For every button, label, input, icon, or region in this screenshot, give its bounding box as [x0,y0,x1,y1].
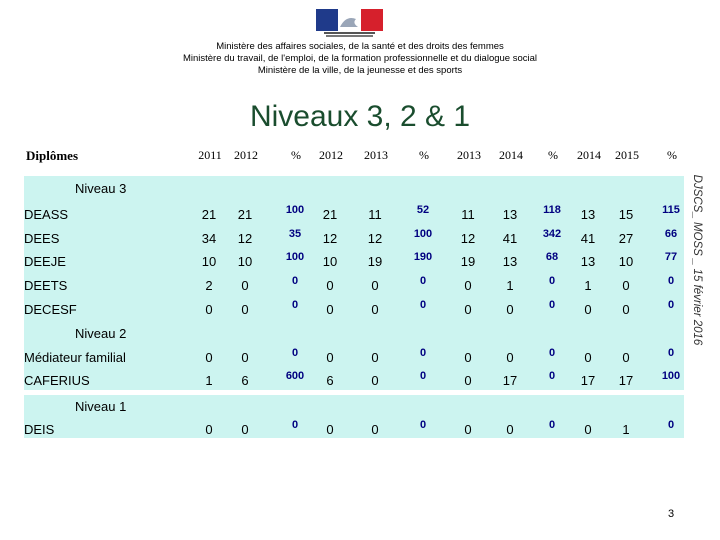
percent-cell: 0 [291,275,299,287]
row-label: Médiateur familial [24,350,126,365]
percent-cell: 0 [419,299,427,311]
column-header: % [419,148,429,162]
column-header: 2013 [457,148,481,162]
value-cell: 10 [618,254,634,269]
row-label: DEEJE [24,254,66,269]
value-cell: 0 [205,422,213,437]
value-cell: 0 [241,350,249,365]
value-cell: 17 [618,373,634,388]
value-cell: 10 [201,254,217,269]
percent-cell: 100 [413,228,433,240]
column-header: 2014 [499,148,523,162]
section-label: Niveau 3 [75,181,127,196]
value-cell: 15 [618,207,634,222]
value-cell: 0 [326,350,334,365]
percent-cell: 100 [285,251,305,263]
value-cell: 0 [622,302,630,317]
row-label: DEASS [24,207,69,222]
value-cell: 34 [201,231,217,246]
percent-cell: 0 [291,419,299,431]
value-cell: 21 [322,207,338,222]
value-cell: 17 [580,373,596,388]
value-cell: 1 [584,278,592,293]
row-label: DEES [24,231,60,246]
column-header: 2013 [364,148,388,162]
value-cell: 0 [622,278,630,293]
table-band [24,176,684,323]
section-label: Niveau 1 [75,399,127,414]
value-cell: 17 [502,373,518,388]
value-cell: 0 [464,350,472,365]
percent-cell: 0 [667,275,675,287]
percent-cell: 100 [285,204,305,216]
percent-cell: 0 [667,299,675,311]
column-header: % [291,148,301,162]
section-label: Niveau 2 [75,326,127,341]
percent-cell: 0 [419,347,427,359]
percent-cell: 0 [667,419,675,431]
percent-cell: 0 [667,347,675,359]
value-cell: 41 [580,231,596,246]
column-header: % [667,148,677,162]
value-cell: 0 [464,422,472,437]
percent-cell: 0 [548,299,556,311]
value-cell: 0 [326,278,334,293]
value-cell: 0 [506,422,514,437]
percent-cell: 77 [664,251,678,263]
column-header: 2014 [577,148,601,162]
column-header: 2011 [198,148,222,162]
value-cell: 0 [464,278,472,293]
row-label: DEIS [24,422,55,437]
ministry-line-1: Ministère des affaires sociales, de la santé et des droits des femmes [216,41,504,52]
value-cell: 0 [371,278,379,293]
value-cell: 0 [205,302,213,317]
value-cell: 6 [326,373,334,388]
percent-cell: 0 [419,275,427,287]
value-cell: 12 [322,231,338,246]
percent-cell: 0 [548,275,556,287]
column-header: 2012 [234,148,258,162]
value-cell: 10 [237,254,253,269]
value-cell: 11 [461,207,475,222]
value-cell: 0 [584,350,592,365]
side-note: DJSCS_ MOSS _ 15 février 2016 [691,174,703,346]
percent-cell: 0 [419,370,427,382]
republic-logo [316,9,383,39]
percent-cell: 100 [661,370,681,382]
value-cell: 13 [502,254,518,269]
value-cell: 0 [241,278,249,293]
value-cell: 11 [368,207,382,222]
value-cell: 1 [622,422,630,437]
row-label: DEETS [24,278,68,293]
value-cell: 0 [371,422,379,437]
column-header: % [548,148,558,162]
percent-cell: 68 [545,251,559,263]
ministry-line-2: Ministère du travail, de l'emploi, de la formation professionnelle et du dialogue social [182,53,538,64]
ministry-line-3: Ministère de la ville, de la jeunesse et des sports [257,65,463,76]
percent-cell: 0 [291,347,299,359]
value-cell: 0 [371,350,379,365]
value-cell: 0 [622,350,630,365]
row-label: DECESF [24,302,77,317]
value-cell: 21 [237,207,253,222]
value-cell: 1 [205,373,213,388]
percent-cell: 66 [664,228,678,240]
value-cell: 19 [367,254,383,269]
value-cell: 1 [506,278,514,293]
value-cell: 0 [584,302,592,317]
value-cell: 6 [241,373,249,388]
percent-cell: 600 [285,370,305,382]
percent-cell: 52 [416,204,430,216]
percent-cell: 0 [548,347,556,359]
value-cell: 12 [237,231,253,246]
value-cell: 41 [502,231,518,246]
column-header: 2012 [319,148,343,162]
value-cell: 0 [371,302,379,317]
column-header: 2015 [615,148,639,162]
percent-cell: 0 [548,370,556,382]
percent-cell: 115 [662,204,680,216]
value-cell: 0 [506,350,514,365]
value-cell: 13 [580,207,596,222]
value-cell: 0 [241,302,249,317]
page-number: 3 [668,508,675,520]
percent-cell: 118 [543,204,561,216]
header-diplomes: Diplômes [26,148,78,163]
row-label: CAFERIUS [24,373,90,388]
percent-cell: 35 [288,228,302,240]
value-cell: 12 [367,231,383,246]
value-cell: 2 [205,278,213,293]
value-cell: 0 [326,422,334,437]
value-cell: 13 [502,207,518,222]
value-cell: 0 [205,350,213,365]
value-cell: 12 [460,231,476,246]
percent-cell: 0 [548,419,556,431]
value-cell: 0 [371,373,379,388]
value-cell: 0 [241,422,249,437]
value-cell: 13 [580,254,596,269]
percent-cell: 0 [419,419,427,431]
value-cell: 27 [618,231,634,246]
value-cell: 19 [460,254,476,269]
percent-cell: 0 [291,299,299,311]
page-title: Niveaux 3, 2 & 1 [249,100,471,133]
percent-cell: 190 [413,251,433,263]
value-cell: 0 [326,302,334,317]
percent-cell: 342 [542,228,562,240]
value-cell: 0 [464,302,472,317]
value-cell: 0 [584,422,592,437]
value-cell: 0 [464,373,472,388]
value-cell: 0 [506,302,514,317]
value-cell: 10 [322,254,338,269]
value-cell: 21 [201,207,217,222]
